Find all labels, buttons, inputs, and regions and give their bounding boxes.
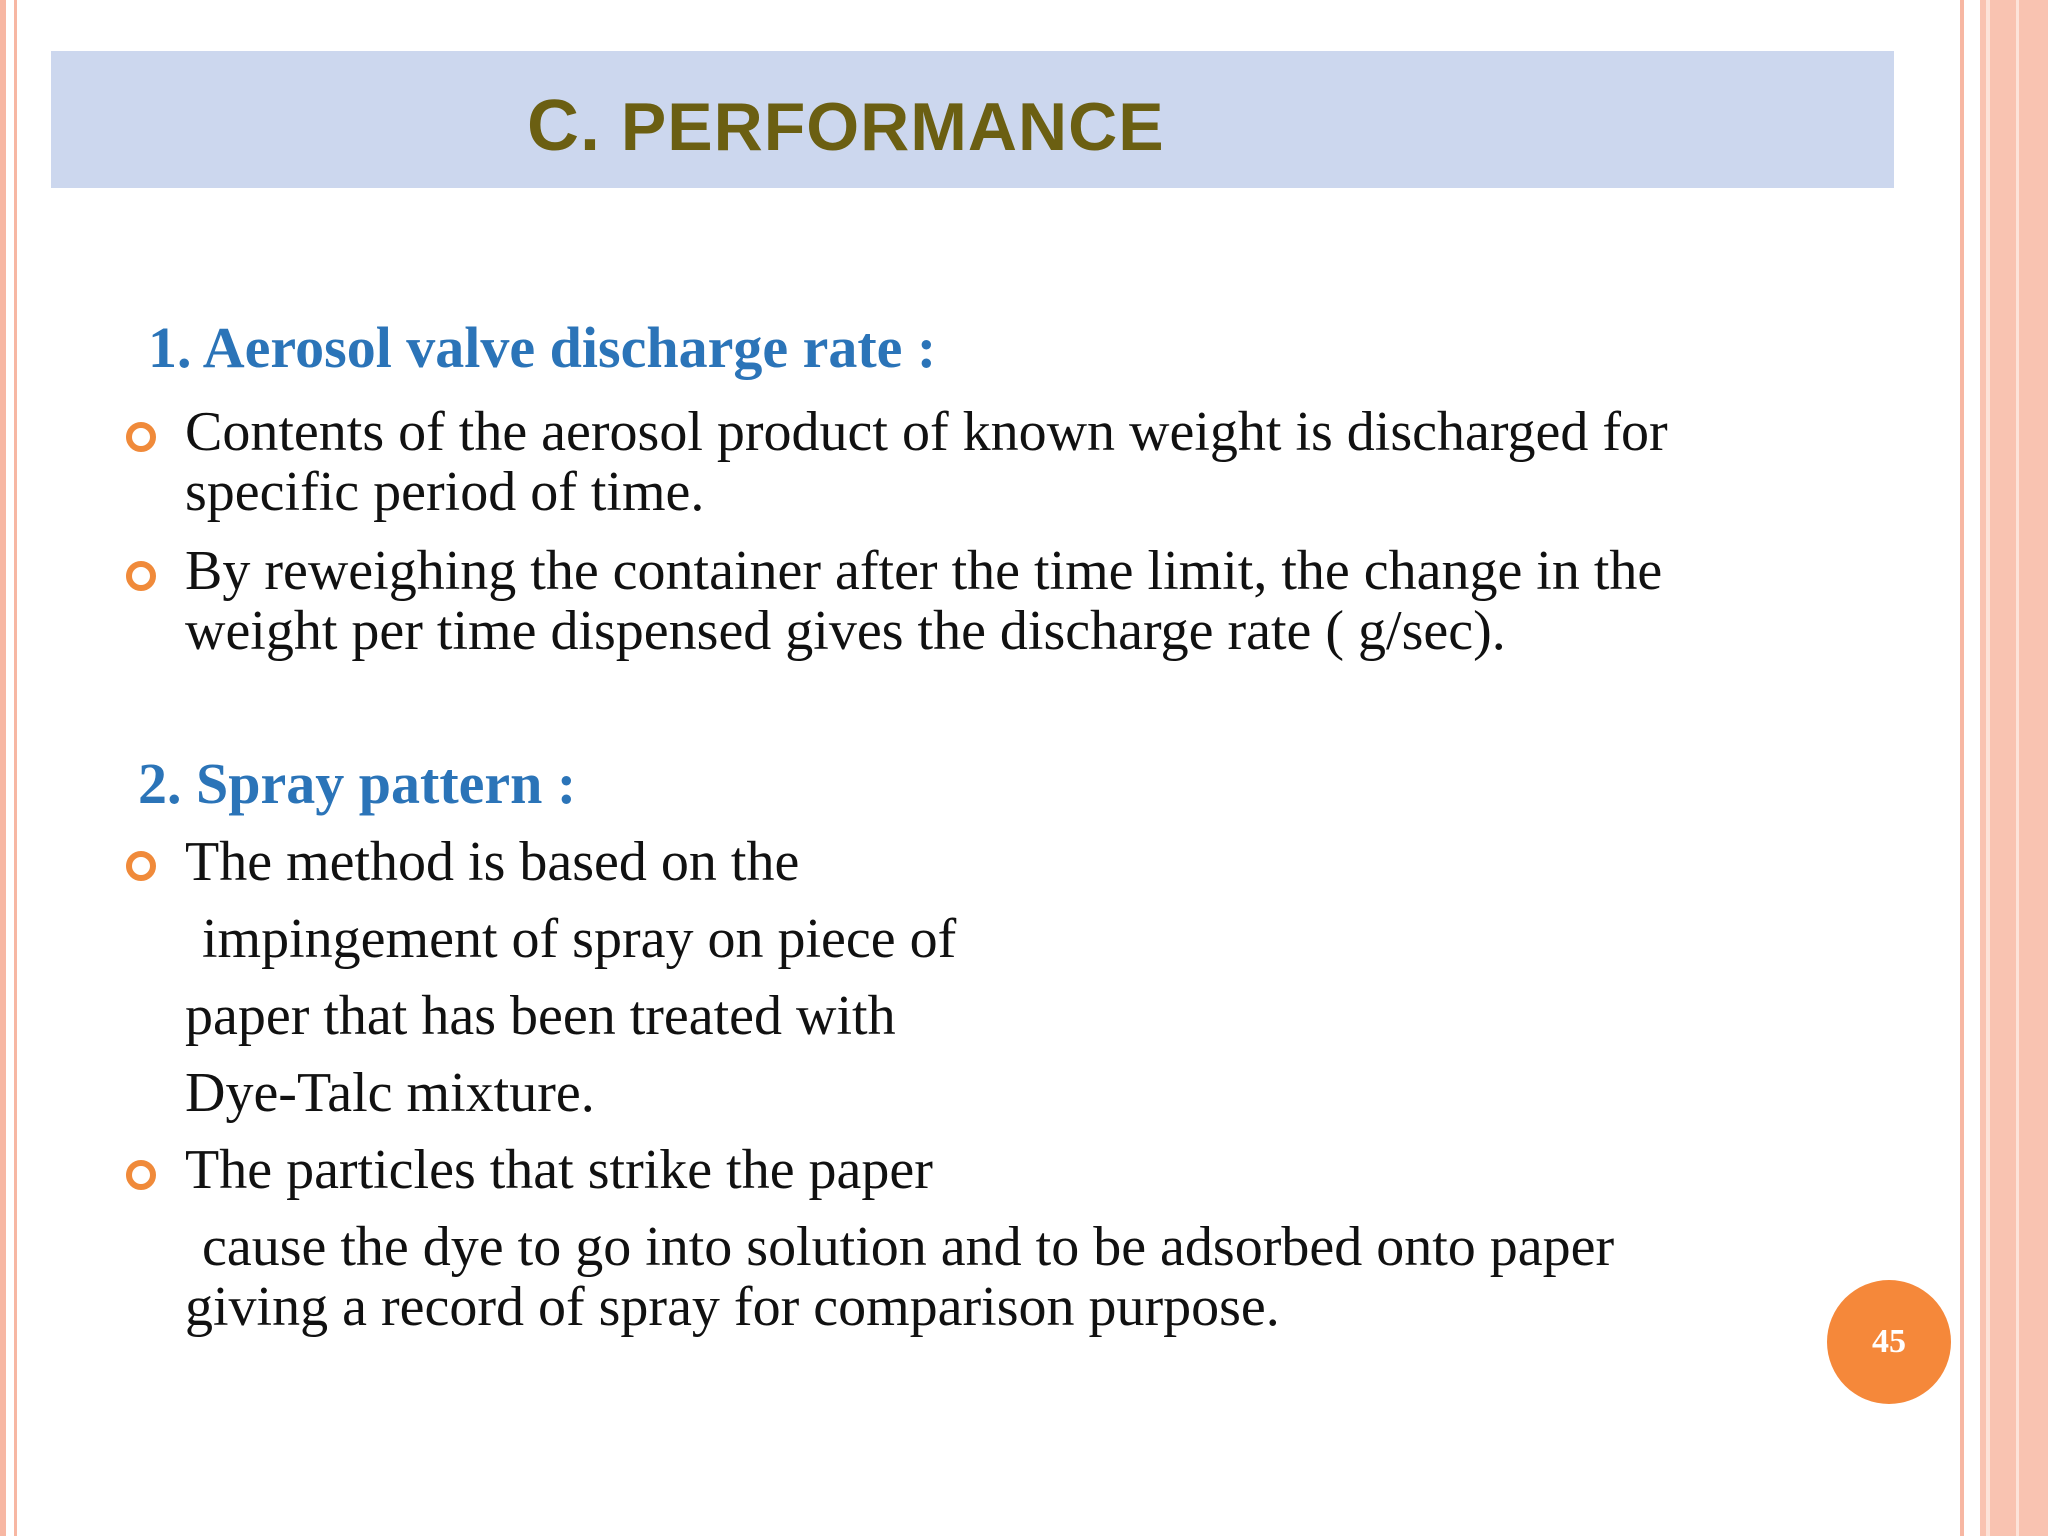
list-item-line: impingement of spray on piece of [202, 908, 957, 970]
bullet-icon [126, 561, 156, 591]
list-item-line: By reweighing the container after the time limit, the change in the [185, 540, 1663, 602]
title-prefix: C. [527, 86, 601, 166]
list-item-line: The method is based on the [185, 831, 800, 893]
right-border-band [1980, 0, 2048, 1536]
right-border-stripe-thin [1960, 0, 1964, 1536]
left-border-stripe-thin [14, 0, 17, 1536]
bullet-icon [126, 422, 156, 452]
list-item [185, 1132, 1614, 1337]
right-border-highlight [1986, 0, 1990, 1536]
list-item-line: weight per time dispensed gives the discharge rate ( g/sec). [185, 600, 1506, 662]
slide-title [527, 86, 1165, 167]
list-item-line: giving a record of spray for comparison purpose. [185, 1276, 1280, 1338]
section-heading-discharge-rate: 1. Aerosol valve discharge rate : [148, 315, 937, 380]
section-heading-spray-pattern: 2. Spray pattern : [138, 751, 577, 816]
list-item [185, 541, 1662, 661]
right-border-highlight-2 [2016, 0, 2019, 1536]
bullet-icon [126, 1160, 156, 1190]
list-item-line: cause the dye to go into solution and to be adsorbed onto paper [202, 1216, 1615, 1278]
page-number-badge: 45 [1827, 1280, 1951, 1404]
list-item-line: Dye-Talc mixture. [185, 1062, 595, 1124]
list-item [185, 402, 1668, 522]
bullet-icon [126, 851, 156, 881]
left-border-stripe [0, 0, 6, 1536]
list-item-line: Contents of the aerosol product of known weight is discharged for [185, 401, 1668, 463]
list-item-line: The particles that strike the paper [185, 1139, 933, 1201]
list-item-line: specific period of time. [185, 461, 705, 523]
title-main: PERFORMANCE [620, 89, 1165, 165]
list-item-line: paper that has been treated with [185, 985, 896, 1047]
list-item [185, 824, 956, 1132]
